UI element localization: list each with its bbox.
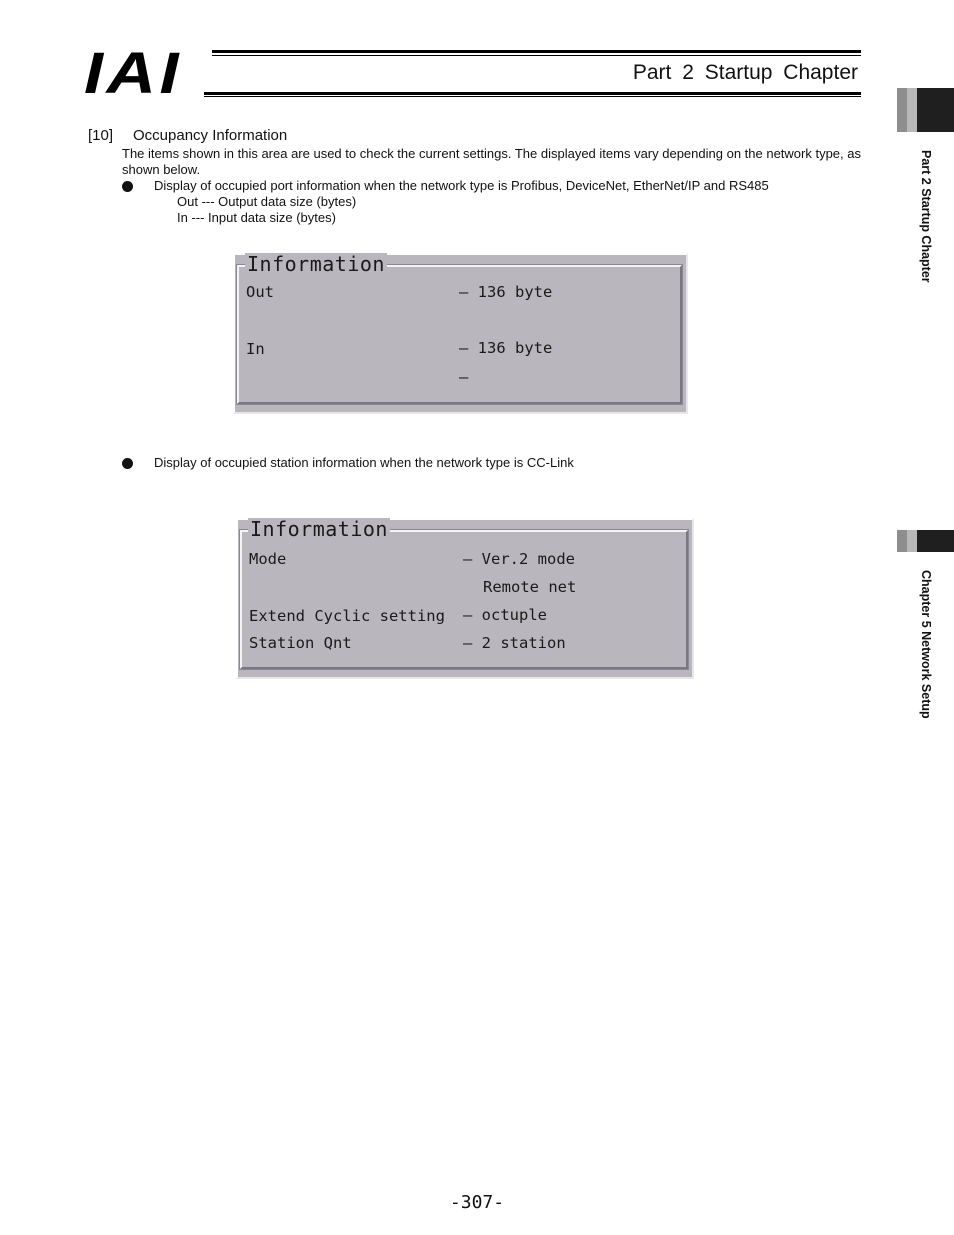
section-number: [10] — [88, 127, 114, 144]
row-value: – 136 byte — [459, 283, 553, 301]
row-value: – octuple — [463, 606, 547, 624]
section-paragraph: The items shown in this area are used to check the current settings. The displayed items vary depending on the network type, as shown below. — [122, 146, 861, 177]
iai-logo: IAI — [84, 41, 183, 106]
row-value: – 2 station — [463, 634, 566, 652]
information-panel-port — [233, 253, 688, 414]
bullet-text: Display of occupied port information when the network type is Profibus, DeviceNet, EtherNet/IP and RS485 — [154, 178, 769, 193]
side-tab-part2-label: Part 2 Startup Chapter — [919, 150, 933, 283]
side-tab-chapter5-label: Chapter 5 Network Setup — [919, 570, 933, 719]
section-heading — [88, 127, 287, 144]
row-value: – 136 byte — [459, 339, 553, 357]
row-label: In — [246, 340, 265, 358]
section-title: Occupancy Information — [133, 127, 288, 144]
information-panel-station — [236, 518, 694, 679]
page-number: -307- — [449, 1192, 505, 1213]
bullet-dot-icon — [122, 458, 133, 469]
side-tab-part2 — [897, 88, 954, 132]
row-label: Extend Cyclic setting — [249, 607, 445, 625]
groupbox-title: Information — [247, 252, 385, 276]
bullet-dot-icon — [122, 181, 133, 192]
bullet-text: Display of occupied station information when the network type is CC-Link — [154, 455, 574, 470]
header-title: Part 2 Startup Chapter — [632, 61, 858, 84]
row-value: – Ver.2 mode — [463, 550, 575, 568]
groupbox-title: Information — [250, 517, 388, 541]
header-rule — [212, 55, 861, 56]
sub-item-in: In --- Input data size (bytes) — [177, 210, 336, 225]
row-label: Mode — [249, 550, 287, 568]
row-value: Remote net — [483, 578, 577, 596]
header-rule — [212, 50, 861, 53]
row-label: Out — [246, 283, 274, 301]
row-value: – — [459, 368, 469, 386]
header-rule — [204, 92, 861, 95]
row-label: Station Qnt — [249, 634, 352, 652]
header-rule — [204, 96, 861, 97]
side-tab-chapter5 — [897, 530, 954, 552]
sub-item-out: Out --- Output data size (bytes) — [177, 194, 357, 209]
